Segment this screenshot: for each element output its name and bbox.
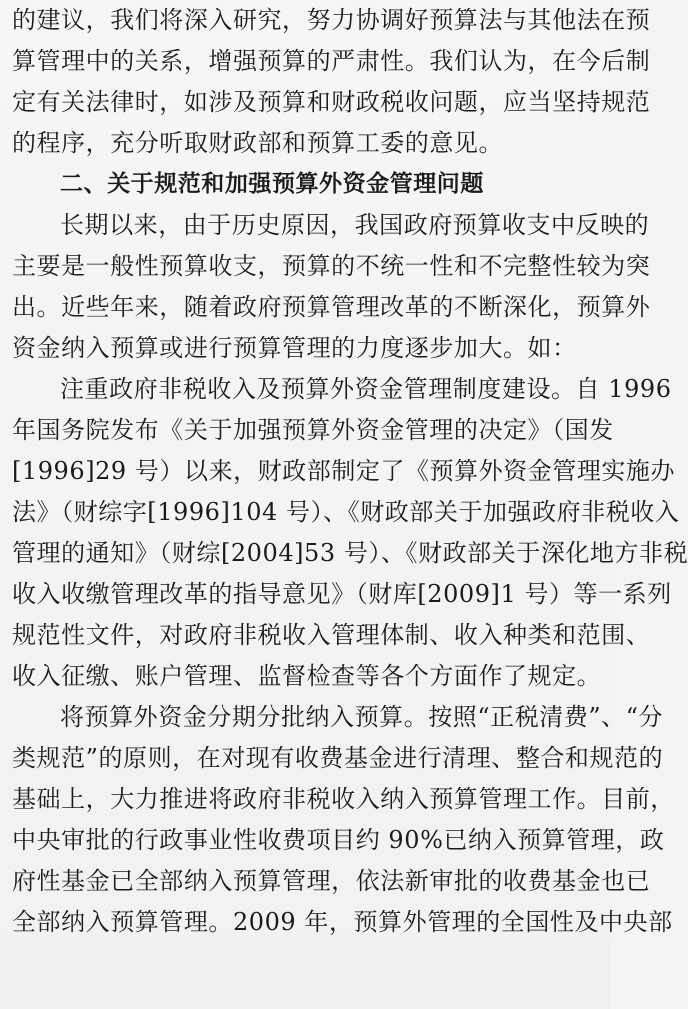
- text-line-2: 算管理中的关系，增强预算的严肃性。我们认为，在今后制: [12, 47, 651, 75]
- text-line-4: 的程序，充分听取财政部和预算工委的意见。: [12, 129, 503, 157]
- paragraph-2-line-7: 规范性文件，对政府非税收入管理体制、收入种类和范围、: [12, 621, 651, 649]
- paragraph-2-line-2: 年国务院发布《关于加强预算外资金管理的决定》（国发: [12, 416, 614, 444]
- paragraph-3-line-6: 全部纳入预算管理。2009 年，预算外管理的全国性及中央部: [12, 908, 673, 936]
- paragraph-3-line-5: 府性基金已全部纳入预算管理，依法新审批的收费基金也已: [12, 867, 651, 895]
- paragraph-3-line-2: 类规范”的原则，在对现有收费基金进行清理、整合和规范的: [12, 744, 664, 772]
- text-line-3: 定有关法律时，如涉及预算和财政税收问题，应当坚持规范: [12, 88, 651, 116]
- paragraph-3-line-3: 基础上，大力推进将政府非税收入纳入预算管理工作。目前，: [12, 785, 675, 813]
- text-line-1: 的建议，我们将深入研究，努力协调好预算法与其他法在预: [12, 6, 651, 34]
- paragraph-3-line-4: 中央审批的行政事业性收费项目约 90%已纳入预算管理，政: [12, 826, 665, 854]
- paragraph-1-line-2: 主要是一般性预算收支，预算的不统一性和不完整性较为突: [12, 252, 651, 280]
- paragraph-2-line-1: 注重政府非税收入及预算外资金管理制度建设。自 1996: [60, 375, 672, 403]
- paragraph-2-line-5: 管理的通知》（财综[2004]53 号）、《财政部关于深化地方非税: [12, 539, 688, 567]
- paragraph-2-line-3: [1996]29 号）以来，财政部制定了《预算外资金管理实施办: [12, 457, 676, 485]
- paragraph-3-line-1: 将预算外资金分期分批纳入预算。按照“正税清费”、“分: [60, 703, 664, 731]
- paragraph-2-line-6: 收入收缴管理改革的指导意见》（财库[2009]1 号）等一系列: [12, 580, 672, 608]
- paragraph-2-line-8: 收入征缴、账户管理、监督检查等各个方面作了规定。: [12, 662, 602, 690]
- paragraph-1-line-3: 出。近些年来，随着政府预算管理改革的不断深化，预算外: [12, 293, 651, 321]
- paragraph-2-line-4: 法》（财综字[1996]104 号）、《财政部关于加强政府非税收入: [12, 498, 680, 526]
- paragraph-1-line-4: 资金纳入预算或进行预算管理的力度逐步加大。如：: [12, 334, 577, 362]
- section-heading: 二、关于规范和加强预算外资金管理问题: [60, 171, 484, 197]
- paragraph-1-line-1: 长期以来，由于历史原因，我国政府预算收支中反映的: [60, 211, 650, 239]
